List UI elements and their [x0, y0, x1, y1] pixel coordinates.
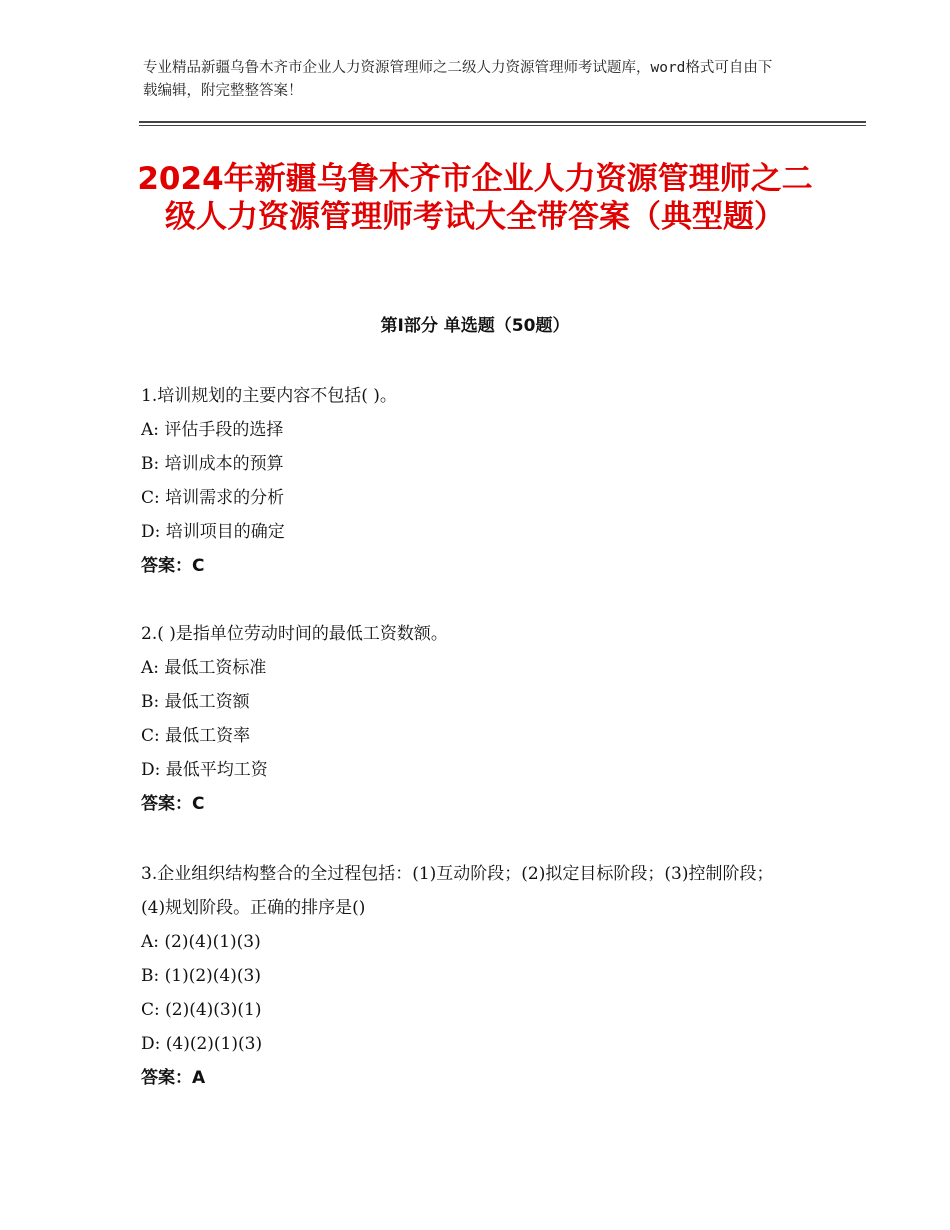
option-d: D: (4)(2)(1)(3) [141, 1034, 263, 1054]
question-3 [141, 857, 781, 1095]
option-c: C: (2)(4)(3)(1) [141, 1000, 262, 1020]
option-a: A: 最低工资标准 [141, 658, 267, 678]
document-title: 2024年新疆乌鲁木齐市企业人力资源管理师之二级人力资源管理师考试大全带答案（典型题） [137, 161, 813, 235]
answer: 答案：C [141, 556, 205, 576]
answer: 答案：A [141, 1068, 206, 1088]
answer: 答案：C [141, 794, 205, 814]
option-a: A: 评估手段的选择 [141, 420, 284, 440]
question-stem: 3.企业组织结构整合的全过程包括：(1)互动阶段；(2)拟定目标阶段；(3)控制阶段；(4)规划阶段。正确的排序是() [141, 864, 774, 918]
header-divider-thin [139, 125, 866, 126]
header-divider-thick [139, 121, 866, 123]
option-d: D: 最低平均工资 [141, 760, 268, 780]
option-b: B: (1)(2)(4)(3) [141, 966, 261, 986]
option-c: C: 培训需求的分析 [141, 488, 285, 508]
header-note: 专业精品新疆乌鲁木齐市企业人力资源管理师之二级人力资源管理师考试题库，word格式可自由下载编辑，附完整整答案！ [143, 60, 773, 99]
question-2 [141, 617, 801, 821]
option-b: B: 最低工资额 [141, 692, 250, 712]
question-stem: 1.培训规划的主要内容不包括( )。 [141, 386, 397, 406]
option-b: B: 培训成本的预算 [141, 454, 284, 474]
option-a: A: (2)(4)(1)(3) [141, 932, 261, 952]
question-stem: 2.( )是指单位劳动时间的最低工资数额。 [141, 624, 448, 644]
question-1 [141, 379, 801, 583]
section-title: 第Ⅰ部分 单选题（50题） [380, 316, 570, 336]
option-d: D: 培训项目的确定 [141, 522, 285, 542]
option-c: C: 最低工资率 [141, 726, 251, 746]
